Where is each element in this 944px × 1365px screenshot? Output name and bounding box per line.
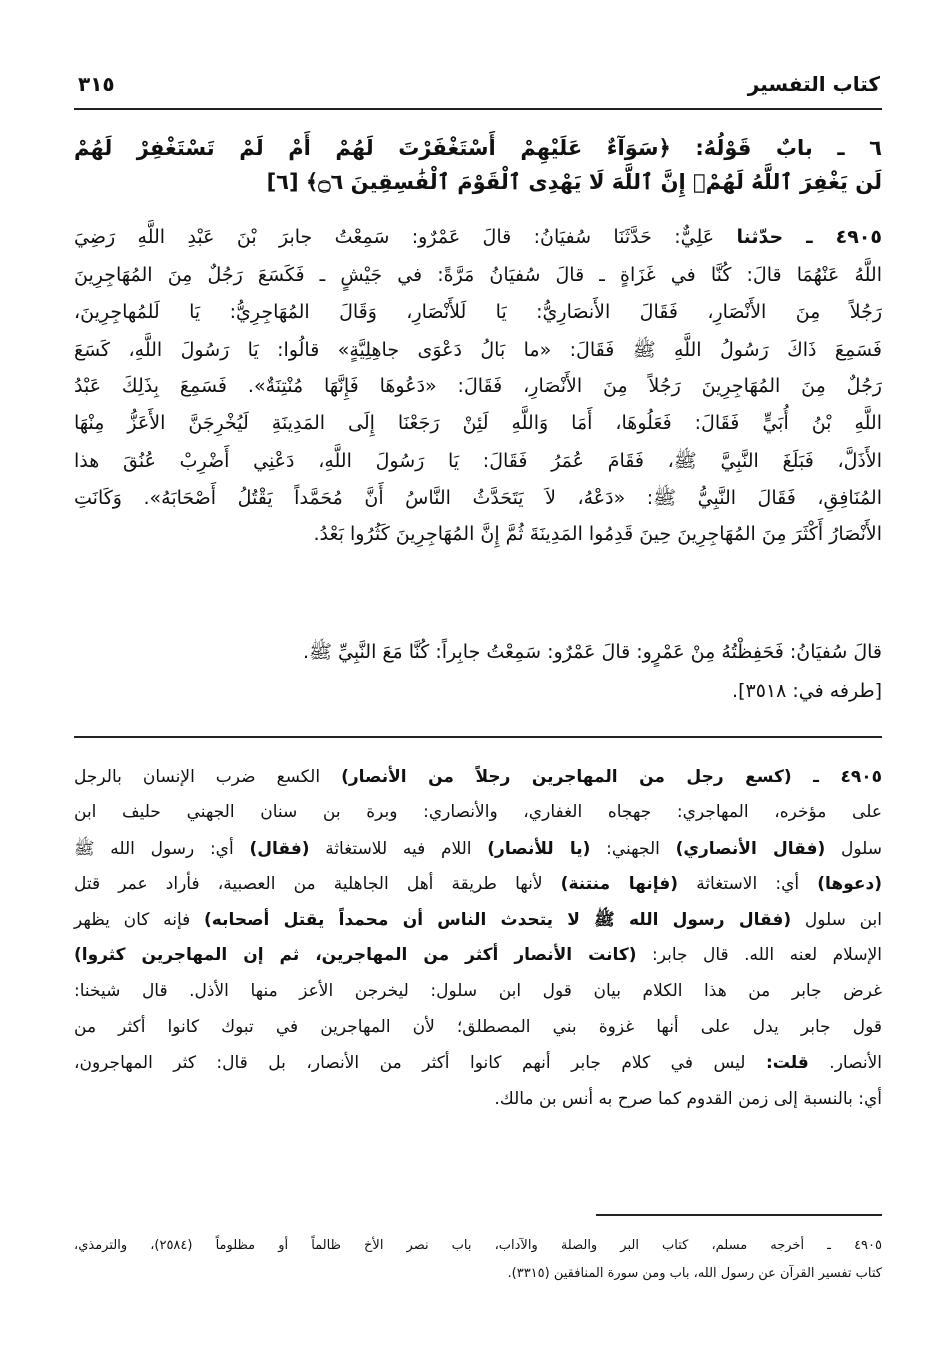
page-number: ٣١٥ xyxy=(78,72,115,96)
commentary-line xyxy=(74,838,882,863)
text: كتاب تفسير القرآن عن رسول الله، باب ومن سورة المنافقين (٣٣١٥). xyxy=(507,1266,882,1281)
text: فإنه كان يظهر xyxy=(74,910,205,930)
text: سلول xyxy=(825,839,883,859)
bold-text: ٤٩٠٥ ـ (كسع رجل من المهاجرين رجلاً من الأنصار) xyxy=(341,767,882,787)
hadith-line xyxy=(74,301,882,323)
text: رَجُلٌ مِنَ المُهَاجِرِينَ رَجُلاً مِنَ الأَنْصَارِ، فَقَالَ: «دَعُوهَا فَإِنَّهَا مُنْتِنَةٌ». فَسَمِعَ بِذَلِكَ عَبْدُ xyxy=(74,375,882,397)
text: اللَّهِ بْنُ أُبَيٍّ فَقَالَ: فَعَلُوهَا، أَمَا وَاللَّهِ لَئِنْ رَجَعْنَا إِلَى المَدِينَةِ لَيُخْرِجَنَّ الأَعَزُّ مِنْهَا xyxy=(74,412,882,434)
text: غرض جابر من هذا الكلام بيان قول ابن سلول: ليخرجن الأعز منها الأذل. قال شيخنا: xyxy=(74,981,882,1001)
footnote-rule xyxy=(596,1214,882,1216)
bold-text: ٦ ـ بابٌ قَوْلُهُ: ﴿سَوَآءٌ عَلَيْهِمْ أَسْتَغْفَرْتَ لَهُمْ أَمْ لَمْ تَسْتَغْفِرْ لَهُمْ xyxy=(74,136,882,160)
text: الكسع ضرب الإنسان بالرجل xyxy=(74,767,342,787)
bold-text: (فقال رسول الله ﷺ لا يتحدث الناس أن محمداً يقتل أصحابه) xyxy=(204,910,792,930)
commentary-line xyxy=(74,767,882,787)
hadith-line xyxy=(74,338,882,366)
hadith-line xyxy=(74,375,882,397)
text: ليس في كلام جابر أنهم كانوا أكثر من الأنصار، بل قال: كثر المهاجرون، xyxy=(74,1053,766,1073)
commentary-line xyxy=(74,945,882,965)
hadith-line xyxy=(74,264,882,286)
text: لأنها طريقة أهل الجاهلية من العصبية، فأراد عمر قتل xyxy=(74,874,561,894)
commentary-line xyxy=(74,1053,882,1073)
commentary-line xyxy=(74,981,882,1001)
commentary-line xyxy=(74,909,882,934)
text: فَسَمِعَ ذَاكَ رَسُولُ اللَّهِ ﷺ فَقَالَ: «ما بَالُ دَعْوَى جاهِلِيَّةٍ» قالُوا: يَا رَسُولَ اللَّهِ، كَسَعَ xyxy=(74,339,882,361)
bold-text: (فقال الأنصاري) xyxy=(675,839,826,859)
bold-text: (كانت الأنصار أكثر من المهاجرين، ثم إن المهاجرين كثروا) xyxy=(74,945,637,965)
text: [طرفه في: ٣٥١٨]. xyxy=(732,680,882,702)
commentary-line xyxy=(74,1017,882,1037)
bold-text: لَن يَغْفِرَ ٱللَّهُ لَهُمْۚ إِنَّ ٱللَّهَ لَا يَهْدِى ٱلْقَوْمَ ٱلْفَٰسِقِينَ ۝٦﴾ xyxy=(298,170,882,194)
text: الأَنْصَارُ أَكْثَرَ مِنَ المُهَاجِرِينَ حِينَ قَدِمُوا المَدِينَةَ ثُمَّ إِنَّ المُهَاجِرِينَ كَثُرُوا بَعْدُ. xyxy=(313,523,882,545)
text: اللَّهُ عَنْهُمَا قالَ: كُنَّا في غَزَاةٍ ـ قالَ سُفيَانُ مَرَّةً: في جَيْشٍ ـ فَكَسَعَ رَجُلٌ مِنَ المُهَاجِرِينَ xyxy=(74,264,882,286)
hadith-line xyxy=(74,486,882,514)
bold-text: (دعوها) xyxy=(817,874,882,894)
text: الإسلام لعنه الله. قال جابر: xyxy=(636,945,882,965)
text: المُنَافِقِ، فَقَالَ النَّبِيُّ ﷺ: «دَعْهُ، لاَ يَتَحَدَّثُ النَّاسُ أَنَّ مُحَمَّداً يَقْتُلُ أَصْحَابَهُ». وَكَانَتِ xyxy=(74,487,882,509)
bold-text: ٤٩٠٥ ـ حدّثنا xyxy=(736,226,882,248)
commentary-line xyxy=(74,874,882,894)
text: ٤٩٠٥ ـ أخرجه مسلم، كتاب البر والصلة والآداب، باب نصر الأخ ظالماً أو مظلوماً (٢٥٨٤)، والترمذي، xyxy=(74,1238,882,1253)
text: ابن سلول xyxy=(791,910,883,930)
running-header-title: كتاب التفسير xyxy=(747,72,880,96)
section-divider xyxy=(74,736,882,738)
text: أي: الاستغاثة xyxy=(678,874,818,894)
hadith-line xyxy=(74,523,882,545)
hadith-line xyxy=(74,226,882,248)
text: الجهني: xyxy=(590,839,676,859)
hadith-line xyxy=(74,449,882,477)
text: عَلِيٌّ: حَدَّثَنَا سُفيَانُ: قالَ عَمْرٌو: سَمِعْتُ جابرَ بْنَ عَبْدِ اللَّهِ رَضِيَ xyxy=(74,226,737,248)
bold-text: (يا للأنصار) xyxy=(487,839,591,859)
commentary-line xyxy=(74,1089,882,1109)
hadith-line xyxy=(74,412,882,434)
commentary-line xyxy=(74,802,882,822)
text: الأنصار. xyxy=(808,1053,882,1073)
text: قول جابر يدل على أنها غزوة بني المصطلق؛ لأن المهاجرين في تبوك كانوا أكثر من xyxy=(74,1017,882,1037)
text: رَجُلاً مِنَ الأَنْصَارِ، فَقَالَ الأَنصَارِيُّ: يَا لَلأَنْصَارِ، وَقَالَ المُهَاجِرِيُّ: يَا لَلمُهاجِرِينَ، xyxy=(74,301,882,323)
hadith-line xyxy=(74,640,882,668)
header-rule xyxy=(74,108,882,110)
chapter-line xyxy=(74,136,882,160)
bold-text: (فإنها منتنة) xyxy=(560,874,679,894)
text: أي: رسول الله ﷺ xyxy=(74,839,250,859)
chapter-line xyxy=(74,170,882,194)
text: أي: بالنسبة إلى زمن القدوم كما صرح به أنس بن مالك. xyxy=(494,1089,882,1109)
footnote-line xyxy=(74,1238,882,1253)
hadith-line xyxy=(74,680,882,702)
footnote-line xyxy=(74,1266,882,1281)
text: [٦] xyxy=(266,170,299,194)
text: على مؤخره، المهاجري: جهجاه الغفاري، والأنصاري: وبرة بن سنان الجهني حليف ابن xyxy=(74,802,882,822)
text: الأَذَلَّ، فَبَلَغَ النَّبِيَّ ﷺ، فَقَامَ عُمَرُ فَقَالَ: يَا رَسُولَ اللَّهِ، دَعْنِي أَضْرِبْ عُنُقَ هذا xyxy=(74,450,882,472)
text: اللام فيه للاستغاثة xyxy=(309,839,488,859)
bold-text: قلت: xyxy=(765,1053,809,1073)
text: قالَ سُفيَانُ: فَحَفِظْتُهُ مِنْ عَمْرٍو: قالَ عَمْرٌو: سَمِعْتُ جابِراً: كُنَّا مَعَ النَّبِيِّ ﷺ. xyxy=(302,641,882,663)
bold-text: (فقال) xyxy=(249,839,310,859)
